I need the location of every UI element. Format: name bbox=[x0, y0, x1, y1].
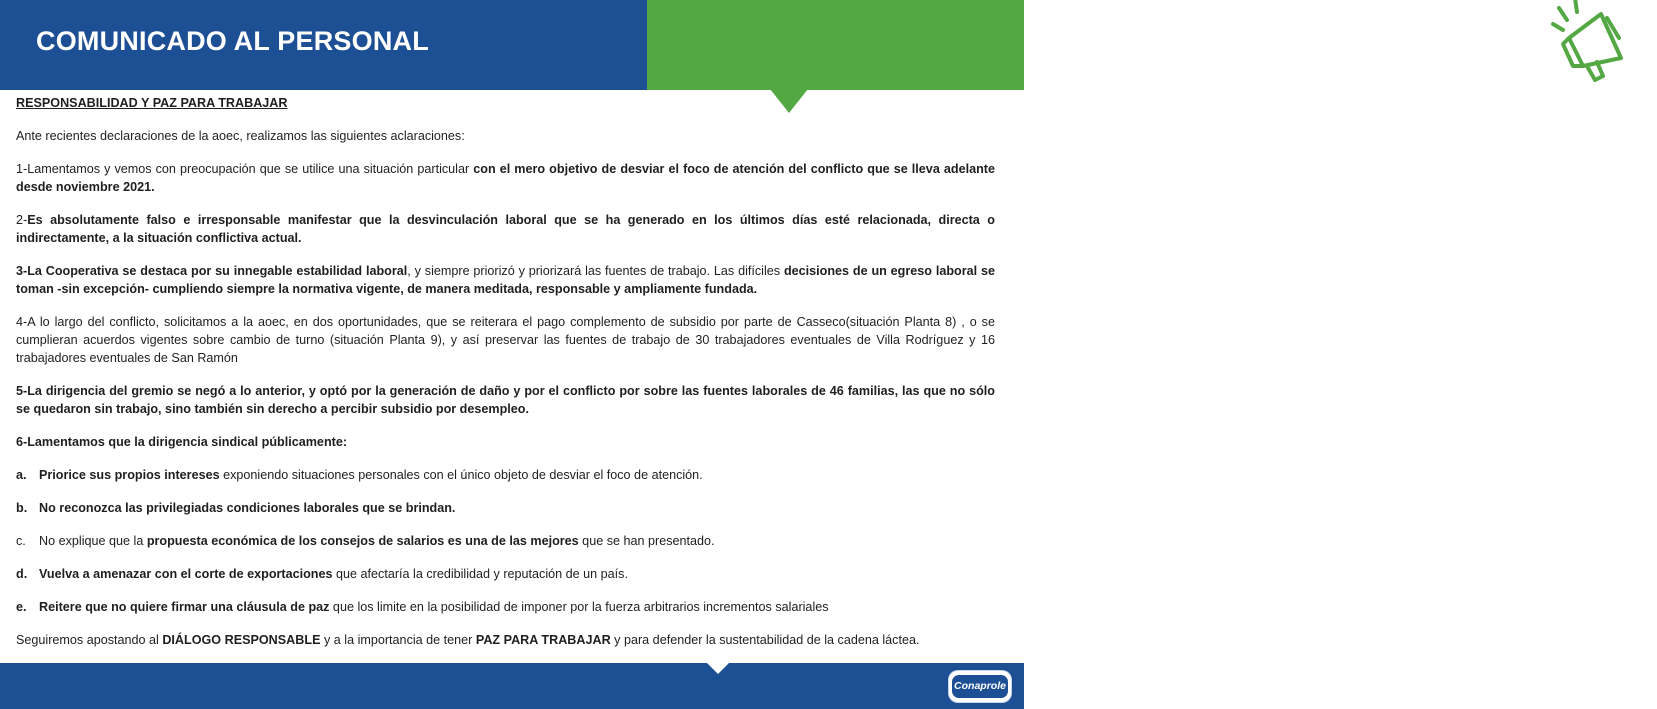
point-1-text: 1-Lamentamos y vemos con preocupación que se utilice una situación particular bbox=[16, 162, 474, 176]
point-2-number: 2- bbox=[16, 213, 28, 227]
internal-notice-label bbox=[1309, 15, 1476, 65]
intro-paragraph: Ante recientes declaraciones de la aoec, realizamos las siguientes aclaraciones: bbox=[16, 129, 465, 143]
footer-pointer bbox=[707, 663, 729, 674]
point-5-emphasis: 5-La dirigencia del gremio se negó a lo anterior, y optó por la generación de daño y por el conflicto por sobre las fuentes laborales de 46 familias, las que no sólo se quedaron sin trabajo, sino también sin derecho a percibir subsidio por desempleo. bbox=[16, 384, 995, 416]
point-6-emphasis: 6-Lamentamos que la dirigencia sindical públicamente: bbox=[16, 435, 348, 449]
closing-emphasis-a: DIÁLOGO RESPONSABLE bbox=[162, 633, 321, 647]
point-3 bbox=[16, 262, 995, 298]
list-item-e bbox=[16, 598, 995, 616]
list-item-d-text: que afectaría la credibilidad y reputación de un país. bbox=[332, 567, 628, 581]
notice-heading: RESPONSABILIDAD Y PAZ PARA TRABAJAR bbox=[16, 96, 288, 110]
list-marker-d: d. bbox=[16, 567, 28, 581]
list-item-d-emphasis: Vuelva a amenazar con el corte de exportaciones bbox=[39, 567, 333, 581]
closing-emphasis-b: PAZ PARA TRABAJAR bbox=[475, 633, 611, 647]
notice-body bbox=[16, 94, 995, 649]
list-item-a-emphasis: Priorice sus propios intereses bbox=[39, 468, 220, 482]
conaprole-logo bbox=[949, 671, 1011, 702]
list-item-a bbox=[16, 466, 995, 484]
closing-text-b: y a la importancia de tener bbox=[320, 633, 476, 647]
point-2 bbox=[16, 211, 995, 247]
list-item-c bbox=[16, 532, 995, 550]
list-item-c-text-a: No explique que la bbox=[39, 534, 147, 548]
point-3-text: , y siempre priorizó y priorizará las fuentes de trabajo. Las difíciles bbox=[407, 264, 784, 278]
point-1 bbox=[16, 160, 995, 196]
list-item-c-emphasis: propuesta económica de los consejos de salarios es una de las mejores bbox=[146, 534, 579, 548]
list-item-a-text: exponiendo situaciones personales con el único objeto de desviar el foco de atención. bbox=[219, 468, 703, 482]
point-1-emphasis: con el mero objetivo de desviar el foco de atención del conflicto que se lleva adelante desde noviembre 2021. bbox=[16, 162, 995, 194]
list-item-d bbox=[16, 565, 995, 583]
list-item-b-emphasis: No reconozca las privilegiadas condiciones laborales que se brindan. bbox=[39, 501, 456, 515]
point-2-emphasis: Es absolutamente falso e irresponsable manifestar que la desvinculación laboral que se ha generado en los últimos días esté relacionada, directa o indirectamente, a la situación conflictiva actual. bbox=[16, 213, 995, 245]
list-marker-e: e. bbox=[16, 600, 27, 614]
list-marker-c: c. bbox=[16, 534, 26, 548]
point-5 bbox=[16, 382, 995, 418]
list-marker-b: b. bbox=[16, 501, 28, 515]
page-title: COMUNICADO AL PERSONAL bbox=[36, 26, 429, 56]
list-marker-a: a. bbox=[16, 468, 27, 482]
megaphone-badge bbox=[1527, 0, 1657, 90]
megaphone-icon bbox=[1539, 0, 1647, 84]
point-3-emphasis-b: decisiones de un egreso laboral se toman -sin excepción- cumpliendo siempre la normativa vigente, de manera meditada, responsable y ampliamente fundada. bbox=[16, 264, 995, 296]
list-item-c-text-b: que se han presentado. bbox=[578, 534, 715, 548]
internal-notice-panel bbox=[647, 0, 1476, 90]
list-item-b bbox=[16, 499, 995, 517]
badge-line-1: COMUNICADO bbox=[1309, 14, 1476, 41]
list-item-e-emphasis: Reitere que no quiere firmar una cláusula de paz bbox=[39, 600, 330, 614]
point-6 bbox=[16, 433, 995, 451]
badge-line-2: INTERNO bbox=[1309, 39, 1417, 66]
list-item-e-text: que los limite en la posibilidad de imponer por la fuerza arbitrarios incrementos salariales bbox=[329, 600, 829, 614]
point-3-emphasis-a: 3-La Cooperativa se destaca por su innegable estabilidad laboral bbox=[16, 264, 408, 278]
footer-bar bbox=[0, 663, 1024, 709]
point-4: 4-A lo largo del conflicto, solicitamos a la aoec, en dos oportunidades, que se reiterara el pago complemento de subsidio por parte de Casseco(situación Planta 8) , o se cumplieran acuerdos vigentes sobre cambio de turno (situación Planta 9), y así preservar las fuentes de trabajo de 30 trabajadores eventuales de Villa Rodríguez y 16 trabajadores eventuales de San Ramón bbox=[16, 315, 995, 365]
closing-paragraph bbox=[16, 631, 995, 649]
closing-text-c: y para defender la sustentabilidad de la cadena láctea. bbox=[610, 633, 920, 647]
logo-text: Conaprole bbox=[952, 675, 1008, 698]
closing-text-a: Seguiremos apostando al bbox=[16, 633, 163, 647]
